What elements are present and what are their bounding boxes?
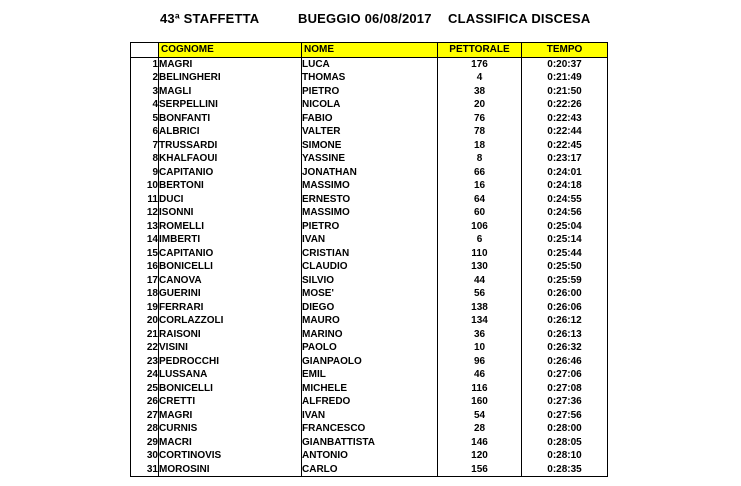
- name-cell: YASSINE: [302, 152, 438, 166]
- surname-cell: ISONNI: [159, 206, 302, 220]
- table-row: [131, 314, 608, 328]
- table-row: [131, 233, 608, 247]
- name-cell: EMIL: [302, 368, 438, 382]
- table-row: [131, 98, 608, 112]
- table-row: [131, 125, 608, 139]
- bib-cell: 116: [438, 382, 522, 396]
- table-row: [131, 409, 608, 423]
- time-header: TEMPO: [522, 43, 608, 58]
- table-row: [131, 328, 608, 342]
- table-row: [131, 368, 608, 382]
- name-cell: JONATHAN: [302, 166, 438, 180]
- time-cell: 0:28:35: [522, 463, 608, 477]
- surname-cell: FERRARI: [159, 301, 302, 315]
- name-cell: MOSE': [302, 287, 438, 301]
- name-cell: ANTONIO: [302, 449, 438, 463]
- time-cell: 0:25:59: [522, 274, 608, 288]
- table-row: [131, 220, 608, 234]
- time-cell: 0:26:12: [522, 314, 608, 328]
- time-cell: 0:24:18: [522, 179, 608, 193]
- name-cell: IVAN: [302, 409, 438, 423]
- time-cell: 0:20:37: [522, 57, 608, 71]
- bib-cell: 176: [438, 57, 522, 71]
- surname-cell: MAGRI: [159, 57, 302, 71]
- surname-cell: KHALFAOUI: [159, 152, 302, 166]
- rank-cell: 20: [131, 314, 159, 328]
- surname-cell: CAPITANIO: [159, 247, 302, 261]
- surname-cell: MAGRI: [159, 409, 302, 423]
- name-cell: SIMONE: [302, 139, 438, 153]
- table-row: [131, 206, 608, 220]
- table-row: [131, 422, 608, 436]
- name-cell: MAURO: [302, 314, 438, 328]
- surname-cell: SERPELLINI: [159, 98, 302, 112]
- table-row: [131, 85, 608, 99]
- event-edition: 43ª STAFFETTA: [160, 11, 260, 26]
- time-cell: 0:23:17: [522, 152, 608, 166]
- time-cell: 0:27:36: [522, 395, 608, 409]
- time-cell: 0:27:56: [522, 409, 608, 423]
- bib-cell: 66: [438, 166, 522, 180]
- surname-cell: MACRI: [159, 436, 302, 450]
- time-cell: 0:22:43: [522, 112, 608, 126]
- rank-cell: 27: [131, 409, 159, 423]
- rank-cell: 28: [131, 422, 159, 436]
- table-row: [131, 382, 608, 396]
- rank-cell: 10: [131, 179, 159, 193]
- results-table: [130, 42, 608, 477]
- rank-cell: 26: [131, 395, 159, 409]
- name-cell: MASSIMO: [302, 179, 438, 193]
- time-cell: 0:26:46: [522, 355, 608, 369]
- bib-cell: 20: [438, 98, 522, 112]
- bib-cell: 36: [438, 328, 522, 342]
- rank-cell: 22: [131, 341, 159, 355]
- rank-cell: 11: [131, 193, 159, 207]
- event-place-date: BUEGGIO 06/08/2017: [298, 11, 432, 26]
- bib-cell: 138: [438, 301, 522, 315]
- rank-cell: 3: [131, 85, 159, 99]
- table-row: [131, 112, 608, 126]
- surname-cell: BONFANTI: [159, 112, 302, 126]
- rank-header: [131, 43, 159, 58]
- name-cell: THOMAS: [302, 71, 438, 85]
- name-cell: CRISTIAN: [302, 247, 438, 261]
- time-cell: 0:27:06: [522, 368, 608, 382]
- bib-cell: 16: [438, 179, 522, 193]
- name-cell: IVAN: [302, 233, 438, 247]
- bib-cell: 10: [438, 341, 522, 355]
- time-cell: 0:21:50: [522, 85, 608, 99]
- surname-cell: GUERINI: [159, 287, 302, 301]
- table-row: [131, 57, 608, 71]
- time-cell: 0:25:50: [522, 260, 608, 274]
- name-cell: CARLO: [302, 463, 438, 477]
- name-cell: ERNESTO: [302, 193, 438, 207]
- name-cell: PIETRO: [302, 85, 438, 99]
- rank-cell: 25: [131, 382, 159, 396]
- bib-cell: 38: [438, 85, 522, 99]
- time-cell: 0:26:00: [522, 287, 608, 301]
- table-row: [131, 287, 608, 301]
- table-row: [131, 436, 608, 450]
- time-cell: 0:28:05: [522, 436, 608, 450]
- name-cell: MARINO: [302, 328, 438, 342]
- rank-cell: 19: [131, 301, 159, 315]
- rank-cell: 31: [131, 463, 159, 477]
- time-cell: 0:21:49: [522, 71, 608, 85]
- time-cell: 0:24:56: [522, 206, 608, 220]
- table-row: [131, 139, 608, 153]
- bib-cell: 160: [438, 395, 522, 409]
- surname-cell: DUCI: [159, 193, 302, 207]
- time-cell: 0:28:00: [522, 422, 608, 436]
- bib-cell: 4: [438, 71, 522, 85]
- surname-cell: CAPITANIO: [159, 166, 302, 180]
- surname-cell: BONICELLI: [159, 382, 302, 396]
- name-cell: GIANPAOLO: [302, 355, 438, 369]
- rank-cell: 5: [131, 112, 159, 126]
- table-row: [131, 301, 608, 315]
- surname-cell: PEDROCCHI: [159, 355, 302, 369]
- surname-cell: MAGLI: [159, 85, 302, 99]
- table-row: [131, 341, 608, 355]
- name-cell: ALFREDO: [302, 395, 438, 409]
- time-cell: 0:22:45: [522, 139, 608, 153]
- rank-cell: 6: [131, 125, 159, 139]
- name-cell: MASSIMO: [302, 206, 438, 220]
- time-cell: 0:26:32: [522, 341, 608, 355]
- bib-cell: 78: [438, 125, 522, 139]
- bib-cell: 120: [438, 449, 522, 463]
- bib-cell: 56: [438, 287, 522, 301]
- table-row: [131, 463, 608, 477]
- table-row: [131, 395, 608, 409]
- rank-cell: 9: [131, 166, 159, 180]
- name-cell: DIEGO: [302, 301, 438, 315]
- bib-cell: 156: [438, 463, 522, 477]
- bib-cell: 44: [438, 274, 522, 288]
- document-header: [0, 11, 741, 31]
- table-row: [131, 193, 608, 207]
- bib-cell: 96: [438, 355, 522, 369]
- rank-cell: 14: [131, 233, 159, 247]
- results-body: [131, 57, 608, 477]
- surname-cell: MOROSINI: [159, 463, 302, 477]
- time-cell: 0:26:13: [522, 328, 608, 342]
- name-cell: PAOLO: [302, 341, 438, 355]
- time-cell: 0:25:14: [522, 233, 608, 247]
- bib-cell: 60: [438, 206, 522, 220]
- time-cell: 0:22:44: [522, 125, 608, 139]
- surname-cell: BONICELLI: [159, 260, 302, 274]
- table-row: [131, 449, 608, 463]
- surname-cell: ROMELLI: [159, 220, 302, 234]
- surname-cell: VISINI: [159, 341, 302, 355]
- table-header-row: [131, 43, 608, 58]
- rank-cell: 29: [131, 436, 159, 450]
- table-row: [131, 274, 608, 288]
- rank-cell: 4: [131, 98, 159, 112]
- surname-cell: IMBERTI: [159, 233, 302, 247]
- bib-cell: 8: [438, 152, 522, 166]
- bib-cell: 110: [438, 247, 522, 261]
- rank-cell: 15: [131, 247, 159, 261]
- table-row: [131, 166, 608, 180]
- surname-cell: CORLAZZOLI: [159, 314, 302, 328]
- surname-cell: ALBRICI: [159, 125, 302, 139]
- classification-title: CLASSIFICA DISCESA: [448, 11, 591, 26]
- name-cell: CLAUDIO: [302, 260, 438, 274]
- surname-header: COGNOME: [159, 43, 302, 58]
- name-cell: MICHELE: [302, 382, 438, 396]
- rank-cell: 2: [131, 71, 159, 85]
- rank-cell: 7: [131, 139, 159, 153]
- table-row: [131, 260, 608, 274]
- bib-cell: 28: [438, 422, 522, 436]
- rank-cell: 30: [131, 449, 159, 463]
- bib-header: PETTORALE: [438, 43, 522, 58]
- name-cell: FRANCESCO: [302, 422, 438, 436]
- surname-cell: RAISONI: [159, 328, 302, 342]
- table-row: [131, 247, 608, 261]
- name-cell: LUCA: [302, 57, 438, 71]
- table-row: [131, 179, 608, 193]
- rank-cell: 13: [131, 220, 159, 234]
- surname-cell: CURNIS: [159, 422, 302, 436]
- bib-cell: 76: [438, 112, 522, 126]
- bib-cell: 46: [438, 368, 522, 382]
- surname-cell: BERTONI: [159, 179, 302, 193]
- time-cell: 0:24:55: [522, 193, 608, 207]
- rank-cell: 12: [131, 206, 159, 220]
- name-cell: NICOLA: [302, 98, 438, 112]
- bib-cell: 134: [438, 314, 522, 328]
- rank-cell: 1: [131, 57, 159, 71]
- time-cell: 0:26:06: [522, 301, 608, 315]
- name-cell: VALTER: [302, 125, 438, 139]
- rank-cell: 17: [131, 274, 159, 288]
- name-cell: PIETRO: [302, 220, 438, 234]
- surname-cell: BELINGHERI: [159, 71, 302, 85]
- rank-cell: 18: [131, 287, 159, 301]
- table-row: [131, 71, 608, 85]
- surname-cell: LUSSANA: [159, 368, 302, 382]
- time-cell: 0:25:04: [522, 220, 608, 234]
- time-cell: 0:22:26: [522, 98, 608, 112]
- name-cell: GIANBATTISTA: [302, 436, 438, 450]
- table-row: [131, 152, 608, 166]
- time-cell: 0:28:10: [522, 449, 608, 463]
- bib-cell: 146: [438, 436, 522, 450]
- bib-cell: 54: [438, 409, 522, 423]
- surname-cell: TRUSSARDI: [159, 139, 302, 153]
- rank-cell: 16: [131, 260, 159, 274]
- surname-cell: CRETTI: [159, 395, 302, 409]
- surname-cell: CORTINOVIS: [159, 449, 302, 463]
- name-cell: SILVIO: [302, 274, 438, 288]
- time-cell: 0:24:01: [522, 166, 608, 180]
- bib-cell: 64: [438, 193, 522, 207]
- bib-cell: 106: [438, 220, 522, 234]
- table-row: [131, 355, 608, 369]
- name-cell: FABIO: [302, 112, 438, 126]
- rank-cell: 24: [131, 368, 159, 382]
- bib-cell: 18: [438, 139, 522, 153]
- rank-cell: 23: [131, 355, 159, 369]
- time-cell: 0:27:08: [522, 382, 608, 396]
- name-header: NOME: [302, 43, 438, 58]
- rank-cell: 21: [131, 328, 159, 342]
- bib-cell: 130: [438, 260, 522, 274]
- bib-cell: 6: [438, 233, 522, 247]
- time-cell: 0:25:44: [522, 247, 608, 261]
- surname-cell: CANOVA: [159, 274, 302, 288]
- rank-cell: 8: [131, 152, 159, 166]
